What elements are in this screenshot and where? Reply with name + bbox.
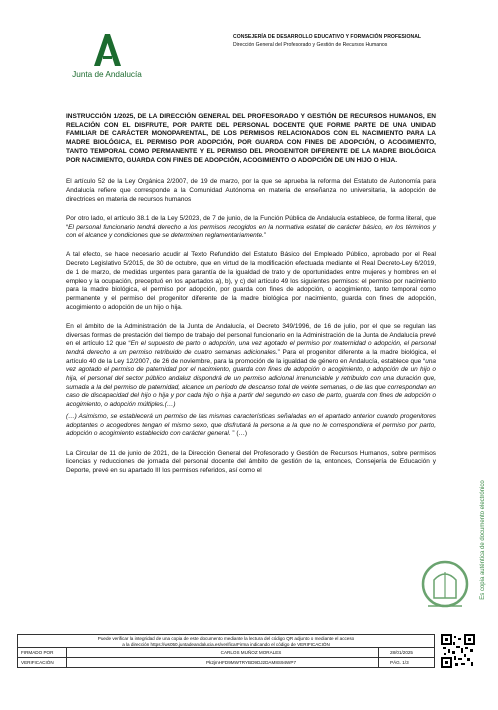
andalucia-seal-icon (418, 558, 472, 616)
paragraph-4-close: ” (…) (230, 430, 248, 438)
paragraph-2-text: Por otro lado, el artículo 38.1 de la Ley 5/2023, de 7 de junio, de la Función Pública de Andalucía establece, de forma literal, que “ (66, 214, 436, 231)
document-body (66, 113, 436, 486)
document-header (0, 0, 498, 90)
paragraph-1: El artículo 52 de la Ley Orgánica 2/2007, de 19 de marzo, por la que se aprueba la reforma del Estatuto de Autonomía para Andalucía refiere que corresponde a la Comunidad Autónoma en materia de enseñanza no universitaria, la adopción de directrices en materia de recursos humanos (66, 178, 436, 203)
verification-note-line-2[interactable]: a la dirección https://ws050.juntadeandalucia.es/verificarFirma indicando el código de VERIFICACIÓN (122, 642, 330, 647)
directorate-name: Dirección General del Profesorado y Gestión de Recursos Humanos (233, 42, 388, 48)
document-title: INSTRUCCIÓN 1/2025, DE LA DIRECCIÓN GENERAL DEL PROFESORADO Y GESTIÓN DE RECURSOS HUMANOS, EN RELACIÓN CON EL DISFRUTE, POR PARTE DEL PERSONAL DOCENTE QUE FORME PARTE DE UNA UNIDAD FAMILIAR DE CARÁCTER MONOPARENTAL, DE LOS PERMISOS RELACIONADOS CON EL NACIMIENTO PARA LA MADRE BIOLÓGICA, EL PERMISO POR ADOPCIÓN, POR GUARDA CON FINES DE ADOPCIÓN, O ACOGIMIENTO, TANTO TEMPORAL COMO PERMANENTE Y EL PERMISO DEL PROGENITOR DIFERENTE DE LA MADRE BIOLÓGICA POR NACIMIENTO, GUARDA CON FINES DE ADOPCIÓN, ACOGIMIENTO O ADOPCIÓN DE UN HIJO O HIJA. (66, 113, 436, 164)
logo-text: Junta de Andalucía (72, 70, 142, 79)
paragraph-4-text-2: ” Para el progenitor diferente a la madre biológica, el artículo 40 de la Ley 12/2007, de 26 de noviembre, para la promoción de la igualdad de género en Andalucía, establece que “ (66, 348, 437, 365)
paragraph-4-quote-3: (…) Asimismo, se establecerá un permiso de las mismas características señaladas en el apartado anterior cuando progenitores adoptantes o acogedores tengan el mismo sexo, que disfrutará la persona a la que no le correspondiera el permiso por parto, adopción o acogimiento establecido con carácter general. (66, 412, 436, 438)
paragraph-4-quote-2: una vez agotado el permiso de paternidad por el nacimiento, guarda con fines de adopción o acogimiento, o adopción de un hijo o hija, el personal del sector público andaluz dispondrá de un permiso adicional irrenunciable y retribuido con una duración que, sumada a la del permiso de paternidad, alcance un período de descanso total de veinte semanas, o de las que correspondan en caso de discapacidad del hijo o hija y por cada hijo o hija a partir del segundo en caso de parto, guarda con fines de adopción o acogimiento, o adopción múltiples.(…) (66, 357, 436, 409)
verification-code: Pk2jmHFD9MWTRYBD9DJ2DAM8S94WP7 (205, 660, 297, 665)
signature-date: 28/01/2025 (390, 650, 413, 655)
junta-de-andalucia-logo (62, 30, 152, 82)
page-number: PÁG. 1/3 (390, 660, 409, 665)
qr-code-icon[interactable] (441, 634, 475, 668)
paragraph-2-quote: El personal funcionario tendrá derecho a los permisos recogidos en la normativa estatal de carácter básico, en los términos y con el alcance y condiciones que se determinen reglamentariamente. (66, 223, 436, 240)
authentic-copy-note (480, 440, 492, 640)
signed-by-label: FIRMADO POR (21, 650, 54, 655)
signer-name: CARLOS MUÑOZ MORALES (220, 650, 282, 655)
paragraph-4 (66, 323, 436, 410)
department-name: CONSEJERÍA DE DESARROLLO EDUCATIVO Y FORMACIÓN PROFESIONAL (233, 34, 422, 40)
verification-label: VERIFICACIÓN (21, 660, 54, 665)
junta-logo-icon (92, 30, 122, 68)
verification-note-line-1: Puede verificar la integridad de una copia de este documento mediante la lectura del código QR adjunto o mediante el acceso (97, 636, 355, 641)
paragraph-4-quote-1: En el supuesto de parto o adopción, una vez agotado el permiso por maternidad o adopción, el personal tendrá derecho a un permiso retribuido de cuatro semanas adicionales. (66, 340, 436, 356)
verification-note (17, 634, 435, 648)
signed-by-row (17, 648, 435, 658)
paragraph-4b (66, 413, 436, 439)
verification-footer (17, 634, 483, 676)
side-text-label: Es copia auténtica de documento electrónico (480, 480, 486, 600)
verification-row (17, 658, 435, 668)
paragraph-2-close: ” (263, 232, 267, 240)
paragraph-3: A tal efecto, se hace necesario acudir al Texto Refundido del Estatuto Básico del Empleado Público, aprobado por el Real Decreto Legislativo 5/2015, de 30 de octubre, que en virtud de la modificación efectuada mediante el Real Decreto-Ley 6/2019, de 1 de marzo, de medidas urgentes para garantía de la igualdad de trato y de oportunidades entre mujeres y hombres en el empleo y la ocupación, preceptuó en los apartados a), b), y c) del artículo 49 los siguientes permisos: el permiso por nacimiento para la madre biológica, el permiso por adopción, por guarda con fines de adopción, o acogimiento, tanto temporal como permanente y el permiso del progenitor diferente de la madre biológica por nacimiento, guarda con fines de adopción, acogimiento o adopción de un hijo o hija. (66, 251, 436, 311)
department-block (233, 34, 483, 48)
paragraph-5: La Circular de 11 de junio de 2021, de la Dirección General del Profesorado y Gestión de Recursos Humanos, sobre permisos licencias y reducciones de jornada del personal docente del ámbito de gestión de la, entonces, Consejería de Educación y Deporte, prevé en su apartado III los permisos referidos, así como el (66, 449, 436, 474)
paragraph-4-text: En el ámbito de la Administración de la Junta de Andalucía, el Decreto 349/1996, de 16 de julio, por el que se regulan las diversas formas de prestación del tiempo de trabajo del personal funcionario en la Administración de la Junta de Andalucía prevé en el artículo 12 que “ (66, 322, 436, 348)
paragraph-2 (66, 215, 436, 241)
